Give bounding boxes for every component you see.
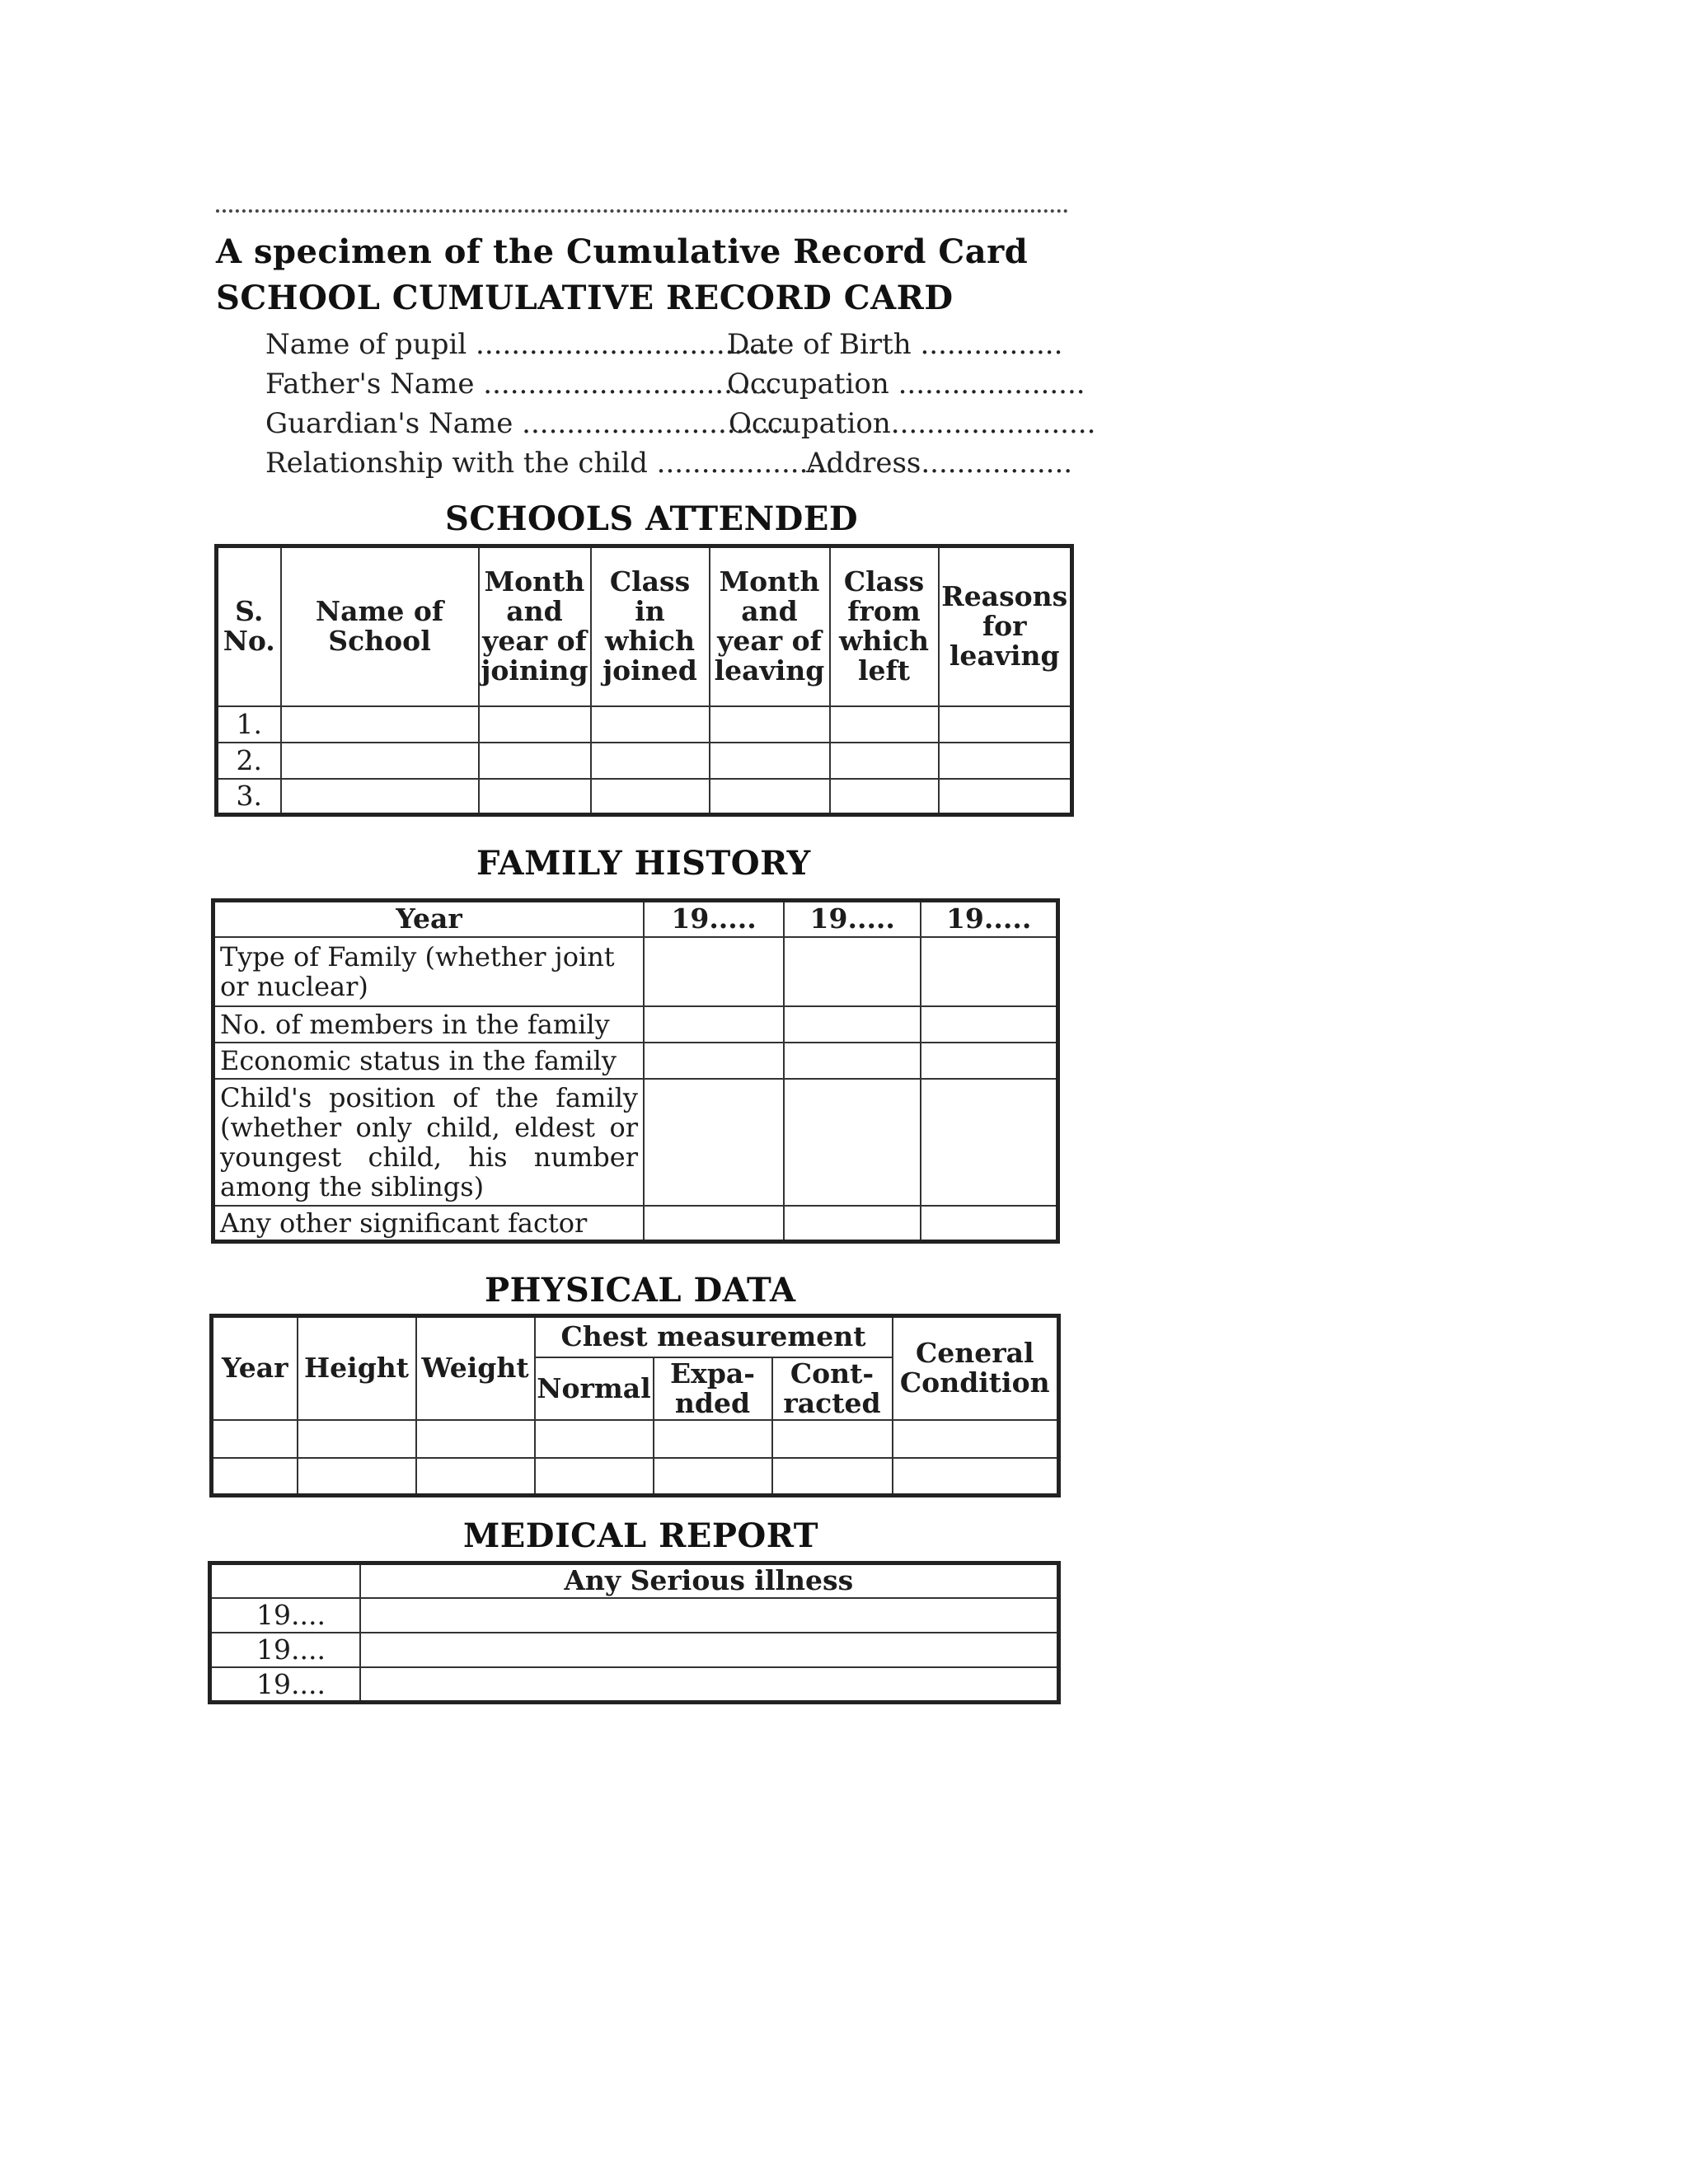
table-row (213, 1079, 1058, 1206)
schools-header-row (217, 546, 1072, 706)
father-occupation-field: Occupation ..................... (727, 368, 1085, 401)
relationship-field: Relationship with the child .................... (265, 447, 835, 480)
col-weight: Weight (416, 1316, 535, 1420)
col-class-left: Class from which left (830, 546, 939, 706)
col-school-name: Name of School (281, 546, 479, 706)
table-row (213, 1043, 1058, 1079)
physical-header-row-1 (212, 1316, 1059, 1357)
family-header-row (213, 901, 1058, 937)
col-expanded: Expa- nded (654, 1357, 772, 1420)
family-history-title: FAMILY HISTORY (476, 844, 811, 883)
medical-report-table (208, 1561, 1061, 1704)
row-number: 2. (217, 743, 281, 779)
table-row (210, 1598, 1059, 1633)
medical-year: 19.... (210, 1598, 360, 1633)
col-normal: Normal (535, 1357, 654, 1420)
medical-year: 19.... (210, 1667, 360, 1703)
economic-status-label: Economic status in the family (213, 1043, 645, 1079)
child-position-label: Child's position of the family (whether only child, eldest or youngest child, his number among the siblings) (213, 1079, 645, 1206)
physical-data-table (209, 1314, 1061, 1497)
year-column: 19..... (921, 901, 1057, 937)
table-row (217, 706, 1072, 743)
other-factor-label: Any other significant factor (213, 1206, 645, 1242)
medical-year: 19.... (210, 1633, 360, 1667)
father-name-field: Father's Name ................................. (265, 368, 777, 401)
col-year: Year (212, 1316, 298, 1420)
col-class-joined: Class in which joined (591, 546, 710, 706)
row-number: 1. (217, 706, 281, 743)
col-chest-measurement: Chest measurement (535, 1316, 893, 1357)
table-row (213, 1206, 1058, 1242)
year-label: Year (213, 901, 645, 937)
schools-attended-table (214, 544, 1074, 817)
col-joining: Month and year of joining (479, 546, 591, 706)
year-column: 19..... (784, 901, 921, 937)
address-field: Address................. (806, 447, 1073, 480)
col-leaving: Month and year of leaving (710, 546, 830, 706)
family-members-label: No. of members in the family (213, 1006, 645, 1043)
col-general-condition: Ceneral Condition (893, 1316, 1059, 1420)
info-line-pupil (265, 328, 1063, 361)
col-sno: S. No. (217, 546, 281, 706)
table-row (217, 779, 1072, 815)
table-row (213, 1006, 1058, 1043)
table-row (210, 1667, 1059, 1703)
family-type-label: Type of Family (whether joint or nuclear) (213, 937, 645, 1006)
table-row (213, 937, 1058, 1006)
col-serious-illness: Any Serious illness (360, 1563, 1059, 1598)
col-height: Height (298, 1316, 416, 1420)
pupil-name-field: Name of pupil .................................. (265, 328, 779, 361)
specimen-title: A specimen of the Cumulative Record Card (216, 232, 1029, 271)
info-line-relationship (265, 447, 1073, 480)
info-line-father (265, 368, 1085, 401)
guardian-name-field: Guardian's Name .............................. (265, 407, 790, 440)
table-row (212, 1420, 1059, 1458)
year-column: 19..... (644, 901, 784, 937)
table-row (210, 1633, 1059, 1667)
card-title: SCHOOL CUMULATIVE RECORD CARD (216, 279, 954, 317)
info-line-guardian (265, 407, 1096, 440)
table-row (212, 1458, 1059, 1496)
physical-data-title: PHYSICAL DATA (485, 1271, 796, 1310)
family-history-table (211, 898, 1060, 1244)
schools-attended-title: SCHOOLS ATTENDED (445, 499, 859, 538)
medical-report-title: MEDICAL REPORT (463, 1516, 819, 1555)
top-dotted-rule (216, 209, 1068, 213)
table-row (217, 743, 1072, 779)
guardian-occupation-field: Occupation....................... (729, 407, 1096, 440)
medical-header-row (210, 1563, 1059, 1598)
date-of-birth-field: Date of Birth ................ (727, 328, 1063, 361)
col-reasons: Reasons for leaving (939, 546, 1072, 706)
col-contracted: Cont- racted (772, 1357, 893, 1420)
row-number: 3. (217, 779, 281, 815)
